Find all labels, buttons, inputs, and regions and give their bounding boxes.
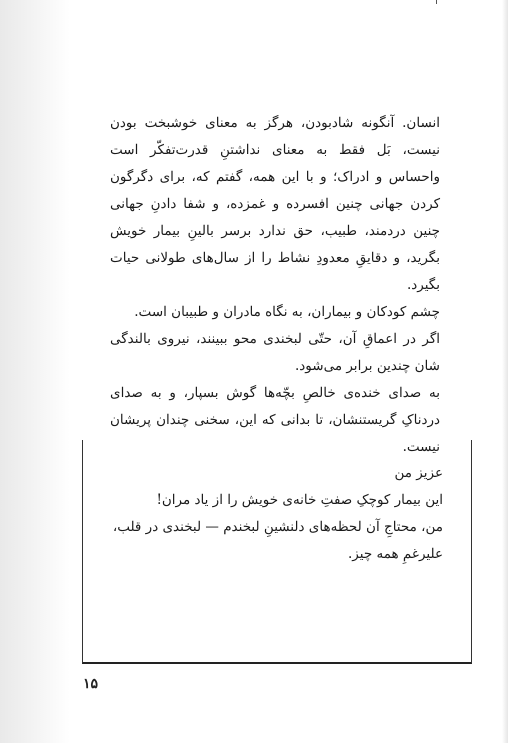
- letter-line: این بیمار کوچکِ صفتِ خانه‌ی خویش را از یاد مران!: [156, 492, 443, 508]
- page-number: ۱۵: [83, 676, 99, 692]
- paragraph: چشم کودکان و بیماران، به نگاه مادران و طبیبان است.: [134, 304, 440, 320]
- page-edge-shadow: [502, 0, 508, 743]
- page-gutter-shadow: [0, 0, 70, 743]
- letter-box-content: [105, 460, 443, 568]
- paragraph: انسان. آنگونه شادبودن، هرگز به معنای خوشبخت بودن نیست، بَل فقط به معنای نداشتنِ قدرت‌تفکّر است واحساس و ادراک؛ و با این همه، گفتم که، برای دگرگون کردن جهانی چنین افسرده و غمزده، و شفا دادنِ جهانی چنین دردمند، طبیب، حق ندارد برسر بالینِ بیمار خویش بگرید، و دقایقِ معدودِ نشاط را از سال‌های طولانی حیات بگیرد.: [110, 115, 440, 293]
- paragraph: به صدای خنده‌ی خالصِ بچّه‌ها گوش بسپار، و به صدای دردناکِ گریستنشان، تا بدانی که این، سخنی چندان پریشان نیست.: [110, 385, 440, 455]
- corner-mark: [436, 0, 437, 4]
- letter-box: [82, 440, 472, 664]
- letter-salutation: عزیز من: [394, 465, 443, 481]
- letter-line: من، محتاجِ آن لحظه‌های دلنشینِ لبخندم — لبخندی در قلب، علیرغمِ همه چیز.: [112, 519, 443, 562]
- paragraph: اگر در اعماقِ آن، حتّی لبخندی محو ببینند، نیروی بالندگی شان چندین برابر می‌شود.: [110, 331, 440, 374]
- body-text: [110, 110, 440, 461]
